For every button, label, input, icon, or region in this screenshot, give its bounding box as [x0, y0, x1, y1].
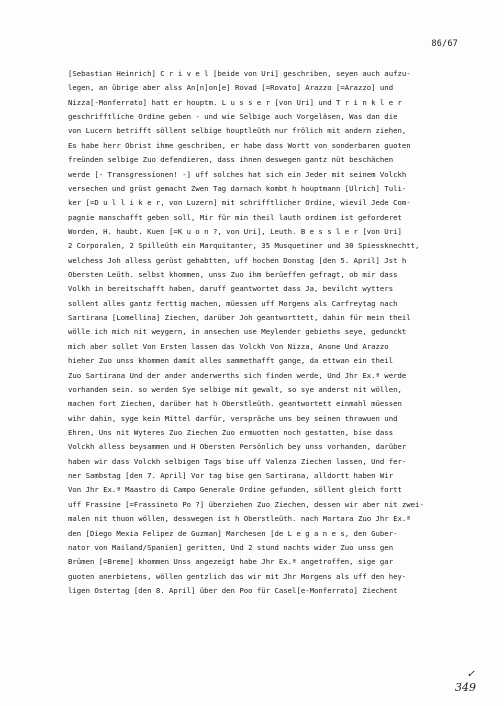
text-line: vorhanden sein. so werden Sye selbige mit gewalt, so sye anderst nit wöllen, — [68, 384, 402, 394]
text-line: Ehren, Uns nit Wyteres Zuo Ziechen Zuo ermuotten noch gestatten, bise dass — [68, 427, 394, 437]
folio-number: 349 — [455, 681, 476, 694]
text-line: Obersten Leüth. selbst khommen, unss Zuo ihm berüeffen gefragt, ob mir dass — [68, 270, 398, 280]
text-line: welchess Joh alless gerüst gehabtten, uff hochen Donstag [den 5. April] Jst h — [68, 255, 407, 265]
text-line: wölle ich mich nit weygern, in ansechen use Meylender gebieths seye, gedunckt — [68, 327, 407, 337]
text-line: Zuo Sartirana Und der ander anderwerths sich finden werde, Und Jhr Ex.ª werde — [68, 370, 407, 380]
text-line: Worden, H. haubt. Kuen [=K u o n ?, von Uri], Leuth. B e s s l e r [von Uri] — [68, 226, 402, 236]
text-line: ker [=D u l l i k e r, von Luzern] mit schrifftlicher Ordine, wievil Jede Com- — [68, 198, 411, 208]
text-line: sollent alles gantz ferttig machen, müessen uff Morgens als Carfreytag nach — [68, 298, 398, 308]
text-line: uff Frassine [=Frassineto Po ?] überziehen Zuo Ziechen, dessen wir aber nit zwei- — [68, 499, 424, 509]
archive-folio-annotation — [455, 669, 476, 694]
text-line: nator von Mailand/Spanien] geritten, Und 2 stund nachts wider Zuo unss gen — [68, 542, 394, 552]
text-line: wihr dahin, syge kein Mittel darfür, verspräche uns bey seinen thrawuen und — [68, 413, 398, 423]
text-line: von Lucern betrifft söllent selbige houptleüth nur frölich mit andern ziehen, — [68, 126, 407, 136]
text-line: Nizza[-Monferrato] hatt er houptm. L u s s e r [von Uri] und T r i n k l e r — [68, 97, 402, 107]
body-text — [68, 67, 460, 598]
text-line: Brümen [=Breme] khommen Unss angezeigt habe Jhr Ex.ª angetroffen, sige gar — [68, 557, 394, 567]
text-line: pagnie manschafft geben soll, Mir für min theil lauth ordinem ist geforderet — [68, 212, 402, 222]
text-line: Sartirana [Lomellina] Ziechen, darüber Joh geantworttett, dahin für mein theil — [68, 313, 411, 323]
text-line: [Sebastian Heinrich] C r i v e l [beide von Uri] geschriben, seyen auch aufzu- — [68, 69, 411, 78]
text-line: werde [- Transgressionen! -] uff solches hat sich ein Jeder mit seinem Volckh — [68, 169, 407, 179]
text-line: Volkh in bereitschafft haben, daruff geantwortet dass Ja, bevilcht wytters — [68, 284, 394, 294]
text-line: machen fort Ziechen, darüber hat h Oberstleüth. geantwortett einmahl müessen — [68, 399, 402, 409]
text-line: 2 Corporalen, 2 Spilleüth ein Marquitanter, 35 Musquetiner und 30 Spiessknechtt, — [68, 241, 420, 251]
checkmark-icon: ✓ — [466, 669, 475, 680]
text-line: Von Jhr Ex.ª Maastro di Campo Generale Ordine gefunden, söllent gleich fortt — [68, 485, 402, 495]
text-line: Es habe herr Obrist ihme geschriben, er habe dass Wortt von sonderbaren guoten — [68, 140, 411, 150]
text-line: mich aber sollet Von Ersten lassen das Volckh Von Nizza, Anone Und Arazzo — [68, 341, 389, 351]
text-line: legen, an übrige aber alss An[n]on[e] Rovad [=Rovato] Arazzo [=Arazzo] und — [68, 83, 394, 93]
text-line: versechen und grüst gemacht Zwen Tag darnach kombt h houptmann [Ulrich] Tuli- — [68, 183, 407, 193]
text-line: ligen Ostertag [den 8. April] über den Poo für Casel[e-Monferrato] Ziechent — [68, 585, 398, 595]
text-line: geschrifftliche Ordine geben - und wie Selbige auch Vorgeläsen, Was dan die — [68, 112, 398, 122]
page-number: 86/67 — [431, 39, 458, 49]
text-line: malen nit thuon wöllen, desswegen ist h Oberstleüth. nach Mortara Zuo Jhr Ex.ª — [68, 514, 411, 524]
text-line: Volckh alless beysammen und H Obersten Persönlich bey unss vorhanden, darüber — [68, 442, 407, 452]
text-line: freünden selbige Zuo defendieren, dass ihnen deswegen gantz nüt beschächen — [68, 155, 394, 165]
text-line: ner Sambstag [den 7. April] Vor tag bise gen Sartirana, alldortt haben Wir — [68, 471, 394, 481]
text-line: haben wir dass Volckh selbigen Tags bise uff Valenza Ziechen lassen, Und fer- — [68, 456, 407, 466]
text-line: hieher Zuo unss khommen damit alles sammethafft gange, da ettwan ein theil — [68, 356, 394, 366]
text-line: guoten anerbietens, wöllen gentzlich das wir mit Jhr Morgens als uff den hey- — [68, 571, 407, 581]
text-line: den [Diego Mexia Felipez de Guzman] Marchesen [de L e g a n e s, den Guber- — [68, 528, 398, 538]
